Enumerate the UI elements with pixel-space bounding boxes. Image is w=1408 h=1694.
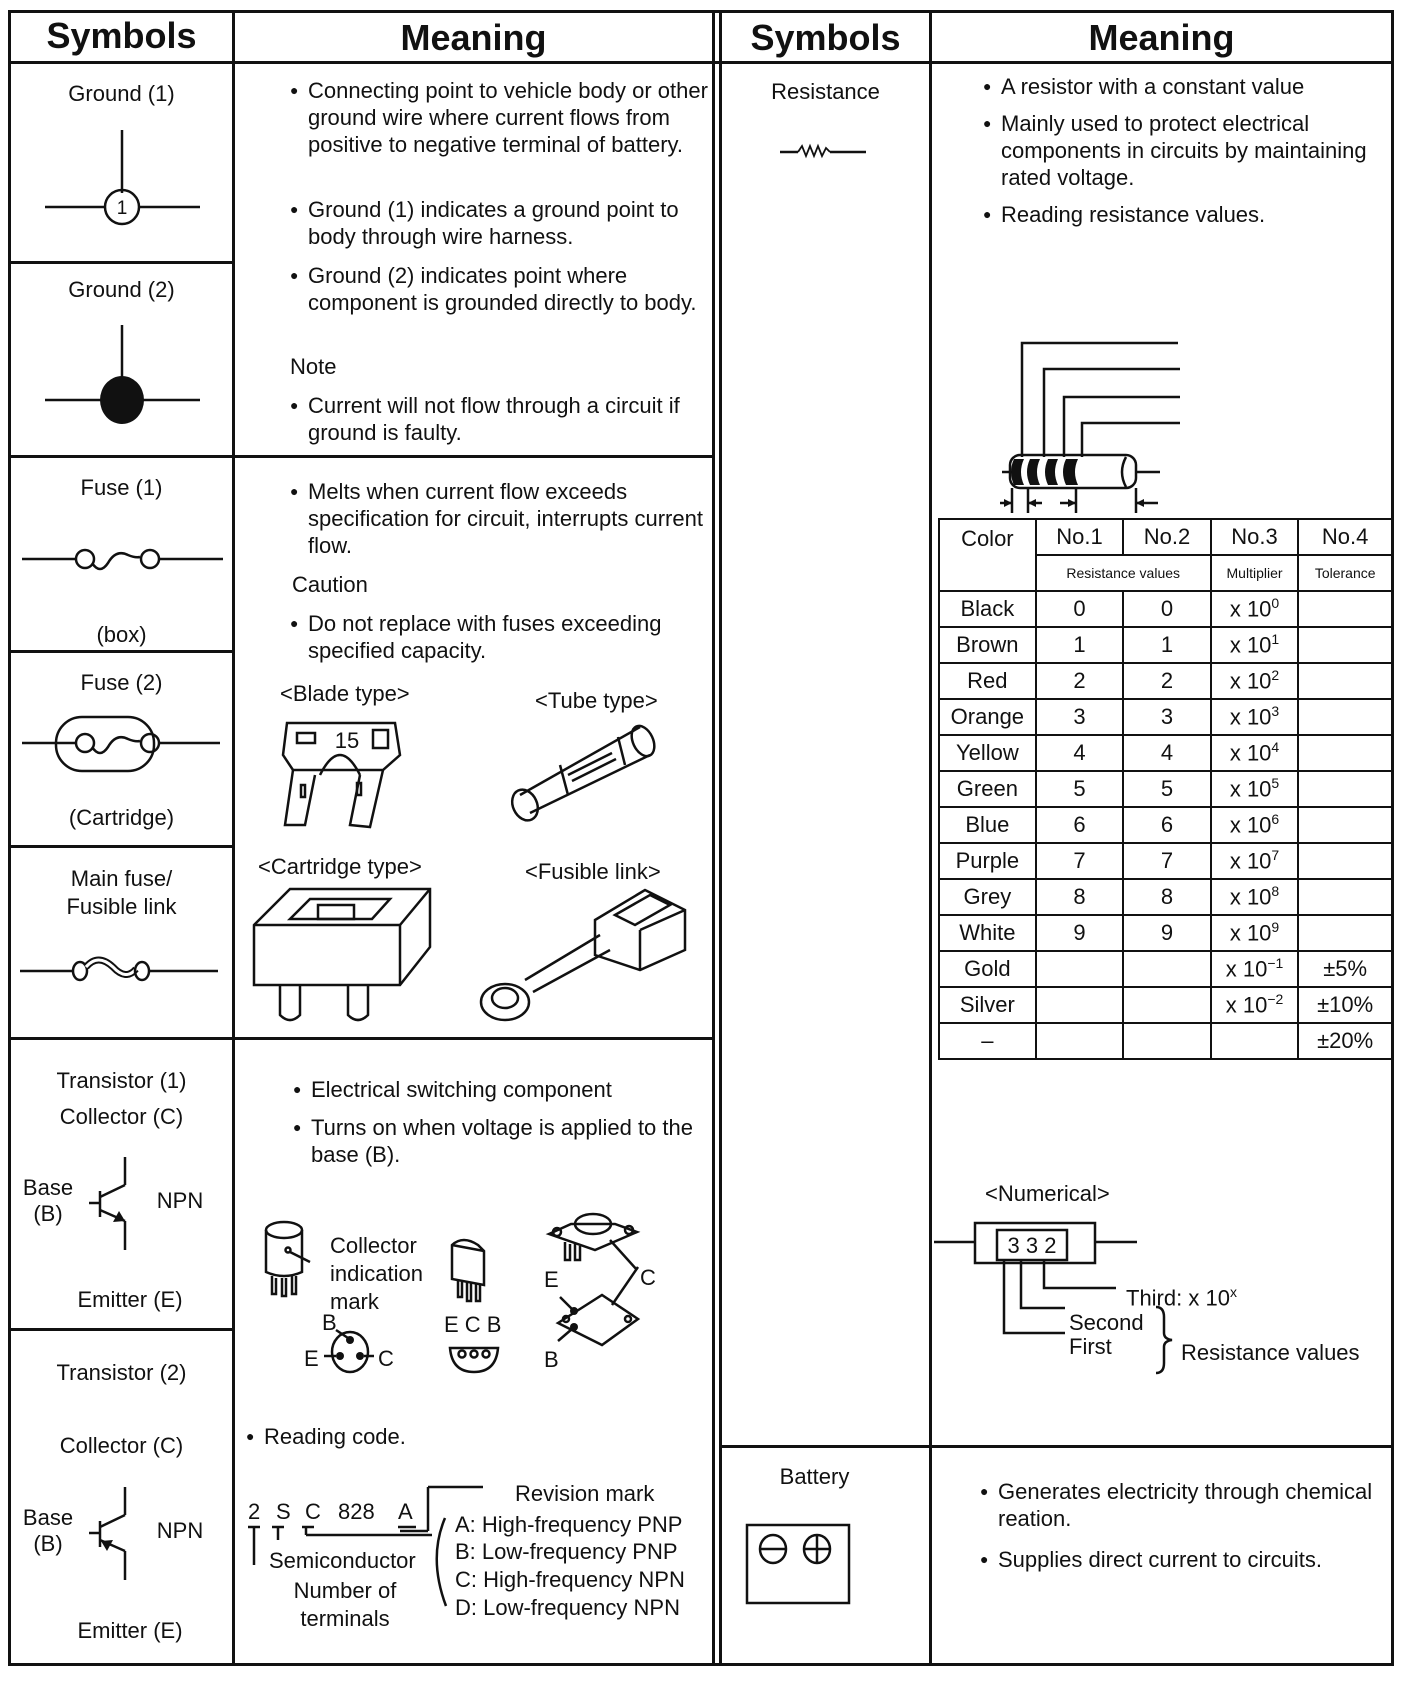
collector-mark-label-1: Collector [330,1233,417,1258]
transistor1-emitter-label: Emitter (E) [77,1287,183,1312]
color-name-cell: Orange [939,699,1036,735]
flat-transistor-icon [448,1235,493,1315]
multiplier-cell [1211,951,1299,987]
tolerance-cell: ±10% [1298,987,1392,1023]
band2-value-cell: 2 [1123,663,1211,699]
band1-value-cell: 2 [1036,663,1124,699]
collector-mark-label-3: mark [330,1289,379,1314]
multiplier-base: x 10 [1229,632,1272,658]
header-meaning-right: Meaning [1088,17,1235,58]
band1-value-cell: 3 [1036,699,1124,735]
color-name-cell: Gold [939,951,1036,987]
to3-pin-b-label: B [544,1347,559,1372]
multiplier-base: x 10 [1229,812,1272,838]
code-part-3: C [305,1499,321,1524]
multiplier-exponent: 9 [1271,919,1280,936]
resistance-label: Resistance [771,79,880,104]
band1-value-cell: 8 [1036,879,1124,915]
transistor2-base-label: Base [22,1505,74,1530]
band2-value-cell: 4 [1123,735,1211,771]
band1-value-cell [1036,951,1124,987]
fuse2-label: Fuse (2) [80,670,163,695]
numerical-third-label [1126,1279,1237,1311]
band1-value-cell [1036,987,1124,1023]
to3-pin-e-label: E [544,1267,559,1292]
color-table-header-row [939,519,1392,555]
color-band-resistor-icon [1000,335,1210,515]
battery-symbol-icon [745,1523,855,1608]
band1-value-cell: 6 [1036,807,1124,843]
multiplier-base: x 10 [1225,992,1268,1018]
fuse2-symbol-icon [20,715,230,775]
color-table-row [939,879,1392,915]
color-name-cell: Black [939,591,1036,627]
color-table-row [939,771,1392,807]
ground-bullet-1: ● Connecting point to vehicle body or other ground wire where current flows from positive to negative terminal of battery. [290,77,718,158]
flat-pinout-icon [440,1310,520,1380]
tolerance-cell [1298,915,1392,951]
tolerance-cell [1298,843,1392,879]
color-table-row [939,627,1392,663]
multiplier-cell [1211,663,1299,699]
tolerance-cell: ±20% [1298,1023,1392,1059]
transistor2-npn-label: NPN [156,1518,204,1543]
multiplier-exponent: 2 [1271,667,1280,684]
band1-value-cell: 0 [1036,591,1124,627]
multiplier-cell [1211,807,1299,843]
cartridge-type-label: <Cartridge type> [258,854,422,879]
ground2-symbol-icon [40,320,210,430]
multiplier-base: x 10 [1229,884,1272,910]
band2-value-cell: 8 [1123,879,1211,915]
tube-type-label: <Tube type> [535,688,658,713]
type-a-label: A: High-frequency PNP [455,1512,683,1537]
tolerance-cell: ±5% [1298,951,1392,987]
color-name-cell: Yellow [939,735,1036,771]
color-table-body [939,591,1392,1059]
numerical-label: <Numerical> [985,1181,1110,1206]
cartridge-fuse-icon [250,885,440,1035]
color-table-row [939,699,1392,735]
color-table-row [939,915,1392,951]
ground-bullet-2: ● Ground (1) indicates a ground point to body through wire harness. [290,196,718,250]
color-name-cell: Brown [939,627,1036,663]
color-table-header-color: Color [939,519,1036,591]
transistor-bullet-2: ● Turns on when voltage is applied to the base (B). [293,1114,721,1168]
multiplier-base: x 10 [1229,776,1272,802]
multiplier-base: x 10 [1229,848,1272,874]
multiplier-cell [1211,735,1299,771]
numerical-code: 3 3 2 [1007,1233,1057,1258]
blade-fuse-value: 15 [334,728,360,753]
numerical-resistance-values-label: Resistance values [1181,1340,1360,1365]
color-name-cell: Blue [939,807,1036,843]
multiplier-exponent: 5 [1271,775,1280,792]
pin-e-label: E [304,1346,319,1371]
multiplier-cell [1211,699,1299,735]
band1-value-cell [1036,1023,1124,1059]
tolerance-cell [1298,807,1392,843]
color-table-row [939,843,1392,879]
band2-value-cell: 6 [1123,807,1211,843]
fuse-caution-label: Caution [292,572,368,597]
battery-bullet-1: ● Generates electricity through chemical reation. [980,1478,1398,1532]
color-name-cell: Red [939,663,1036,699]
band1-value-cell: 1 [1036,627,1124,663]
multiplier-exponent: 6 [1271,811,1280,828]
pin-ecb-label: E C B [444,1312,502,1337]
tolerance-cell [1298,735,1392,771]
color-name-cell: Green [939,771,1036,807]
brace-icon [1152,1305,1176,1375]
multiplier-cell [1211,879,1299,915]
fuse2-sub-label: (Cartridge) [68,805,175,830]
transistor2-emitter-label: Emitter (E) [77,1618,183,1643]
color-name-cell: Purple [939,843,1036,879]
main-fuse-label-1: Main fuse/ [70,866,173,891]
fusible-link-icon [475,880,695,1030]
pin-b-label: B [322,1310,337,1335]
transistor1-collector-label: Collector (C) [59,1104,184,1129]
num-terminals-label-2: terminals [300,1606,390,1631]
blade-type-label: <Blade type> [280,681,410,706]
multiplier-exponent: 7 [1271,847,1280,864]
multiplier-exponent: 8 [1271,883,1280,900]
numerical-first-label: First [1069,1334,1112,1359]
semiconductor-label: Semiconductor [269,1548,416,1573]
ground-bullet-3: ● Ground (2) indicates point where component is grounded directly to body. [290,262,718,316]
multiplier-cell [1211,771,1299,807]
battery-label: Battery [779,1464,850,1489]
transistor1-base-sub-label: (B) [33,1201,63,1226]
fuse1-symbol-icon [20,545,230,575]
code-part-4: 828 [338,1499,375,1524]
multiplier-cell [1211,627,1299,663]
multiplier-exponent: 3 [1271,703,1280,720]
fusible-link-type-label: <Fusible link> [525,859,661,884]
numerical-second-label: Second [1069,1310,1144,1335]
band1-value-cell: 5 [1036,771,1124,807]
band2-value-cell [1123,987,1211,1023]
color-table-header-no4: No.4 [1298,519,1392,555]
band2-value-cell: 9 [1123,915,1211,951]
fuse1-label: Fuse (1) [80,475,163,500]
multiplier-cell [1211,915,1299,951]
multiplier-exponent: −2 [1267,991,1284,1008]
npn-transistor1-icon [85,1155,135,1255]
color-name-cell: – [939,1023,1036,1059]
to3-pinout-icon [540,1265,660,1375]
color-name-cell: Grey [939,879,1036,915]
reading-code-bullet: ● Reading code. [246,1423,406,1450]
multiplier-base: x 10 [1229,596,1272,622]
blade-fuse-icon [265,715,415,840]
color-table-row [939,807,1392,843]
numerical-third-exp: x [1229,1284,1237,1300]
band2-value-cell: 7 [1123,843,1211,879]
type-c-label: C: High-frequency NPN [455,1567,685,1592]
fuse-caution-bullet: ● Do not replace with fuses exceeding specified capacity. [290,610,718,664]
tolerance-cell [1298,663,1392,699]
revision-mark-label: Revision mark [515,1481,655,1506]
multiplier-exponent: 0 [1271,595,1280,612]
header-symbols-right: Symbols [750,17,901,58]
code-part-1: 2 [248,1499,261,1524]
color-table-header-no2: No.2 [1123,519,1211,555]
resistance-bullet-2: ● Mainly used to protect electrical components in circuits by maintaining rated voltage. [983,110,1401,191]
ground-note-bullet: ● Current will not flow through a circuit if ground is faulty. [290,392,728,446]
band2-value-cell: 1 [1123,627,1211,663]
multiplier-base: x 10 [1229,740,1272,766]
band2-value-cell: 5 [1123,771,1211,807]
color-name-cell: Silver [939,987,1036,1023]
battery-bullet-2: ● Supplies direct current to circuits. [980,1546,1398,1573]
tolerance-cell [1298,591,1392,627]
band2-value-cell: 3 [1123,699,1211,735]
color-table-row [939,1023,1392,1059]
to92-pinout-icon [300,1310,410,1380]
npn-transistor2-icon [85,1485,135,1585]
header-symbols-left: Symbols [46,15,197,56]
tolerance-cell [1298,879,1392,915]
pin-c-label: C [378,1346,394,1371]
multiplier-base: x 10 [1229,704,1272,730]
ground1-number: 1 [116,198,128,219]
band2-value-cell: 0 [1123,591,1211,627]
resistance-bullet-1: ● A resistor with a constant value [983,73,1401,100]
num-terminals-label-1: Number of [293,1578,397,1603]
collector-mark-label-2: indication [330,1261,423,1286]
tube-fuse-icon [500,715,670,825]
color-table-row [939,663,1392,699]
type-b-label: B: Low-frequency PNP [455,1539,678,1564]
band2-value-cell [1123,1023,1211,1059]
header-meaning-left: Meaning [400,17,547,58]
code-part-5: A [398,1499,413,1524]
multiplier-cell [1211,843,1299,879]
transistor1-label: Transistor (1) [56,1068,187,1093]
color-table-row [939,591,1392,627]
band1-value-cell: 7 [1036,843,1124,879]
fusible-link-symbol-icon [18,955,228,985]
color-table-sub-resistance: Resistance values [1036,555,1211,591]
tolerance-cell [1298,699,1392,735]
ground-note-label: Note [290,354,337,379]
numerical-third-text: Third: x 10 [1126,1285,1230,1311]
ground2-label: Ground (2) [68,277,175,302]
ground1-label: Ground (1) [68,81,175,106]
transistor2-collector-label: Collector (C) [59,1433,184,1458]
transistor1-base-label: Base [22,1175,74,1200]
tolerance-cell [1298,771,1392,807]
multiplier-base: x 10 [1229,920,1272,946]
color-name-cell: White [939,915,1036,951]
fuse1-sub-label: (box) [96,622,147,647]
color-code-table [938,518,1393,1060]
multiplier-base: x 10 [1229,668,1272,694]
main-fuse-label-2: Fusible link [66,894,177,919]
resistor-symbol-icon [778,140,868,160]
multiplier-cell [1211,591,1299,627]
color-table-sub-tolerance: Tolerance [1298,555,1392,591]
color-table-row [939,987,1392,1023]
multiplier-exponent: 1 [1271,631,1280,648]
band2-value-cell [1123,951,1211,987]
color-table-header-no1: No.1 [1036,519,1124,555]
fuse-bullet: ● Melts when current flow exceeds specification for circuit, interrupts current flow. [290,478,718,559]
multiplier-cell [1211,987,1299,1023]
color-table-row [939,951,1392,987]
transistor-bullet-1: ● Electrical switching component [293,1076,721,1103]
band1-value-cell: 9 [1036,915,1124,951]
resistance-bullet-3: ● Reading resistance values. [983,201,1401,228]
tolerance-cell [1298,627,1392,663]
transistor2-base-sub-label: (B) [33,1531,63,1556]
multiplier-cell [1211,1023,1299,1059]
transistor1-npn-label: NPN [156,1188,204,1213]
multiplier-exponent: −1 [1267,955,1284,972]
type-d-label: D: Low-frequency NPN [455,1595,680,1620]
color-table-header-no3: No.3 [1211,519,1299,555]
multiplier-base: x 10 [1225,956,1268,982]
ground1-symbol-icon [40,125,210,235]
multiplier-exponent: 4 [1271,739,1280,756]
code-part-2: S [276,1499,291,1524]
band1-value-cell: 4 [1036,735,1124,771]
to3-pin-c-label: C [640,1265,656,1290]
color-table-sub-multiplier: Multiplier [1211,555,1299,591]
color-table-row [939,735,1392,771]
transistor2-label: Transistor (2) [56,1360,187,1385]
